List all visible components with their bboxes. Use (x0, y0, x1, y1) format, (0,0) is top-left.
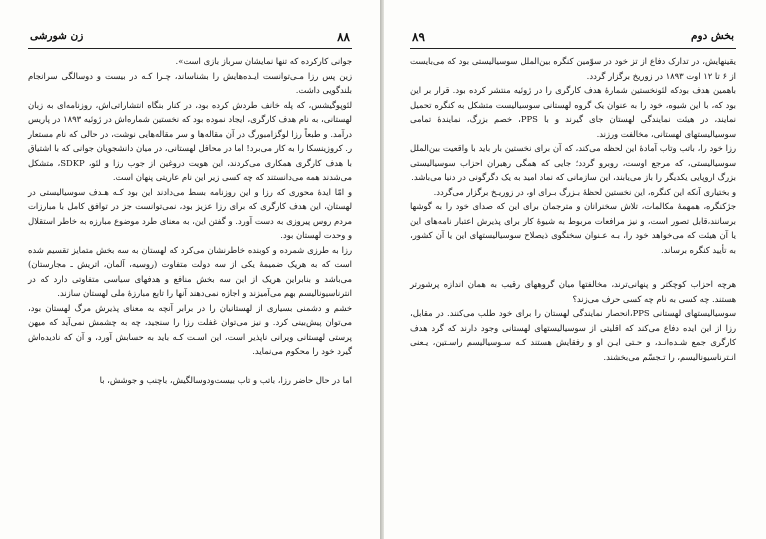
right-paragraph-6: هرچه احزاب کوچکتر و پنهانی‌ترند، مخالفتها میان گروههای رقیب به همان اندازه پرشورتر هستند. چه کسی به نام چه کسی حرف می‌زند؟ (410, 279, 736, 304)
left-page-header (28, 30, 352, 49)
right-paragraph-4: و بختیاری آنکه این کنگره، این نخستین لحظهٔ بـزرگ بـرای او، در زوریـخ برگزار می‌گردد. (433, 186, 736, 197)
right-paragraph-1: یقینهایش، در تدارک دفاع از تز خود در سوّمین کنگره بین‌الملل سوسیالیستی بود که می‌بایست از ۶ تا ۱۲ اوت ۱۸۹۳ در زوریخ برگزار گردد. (410, 56, 736, 81)
right-running-title: بخش دوم (691, 30, 734, 42)
left-paragraph-2: زین پس رزا مـی‌توانست ایـده‌هایش را بشناساند، چـرا کـه در بیست و دوسالگی سرانجام بلندگویی داشت. (28, 70, 352, 95)
left-paragraph-6: خشم و دشمنی بسیاری از لهستانیان را در برابر آنچه به معنای پذیرش مرگ لهستان بود، می‌توان پیش‌بینی کرد. و نیز می‌توان غفلت رزا را سنجید، چه به چشمش نمی‌آید که میهن پرستی لهستانی ویرانی ناپذیر است، این اسـت کـه باید به حسابش آورد، و آن که نادیده‌اش گیرد خود را محکوم می‌نماید. (28, 302, 352, 356)
left-paragraph-4: و امّا ایدهٔ محوری که رزا و این روزنامه بسط می‌دادند این بود کـه هـدف سوسیالیستی در لهستان، این هدف کارگری که برای رزا عزیز بود، نمی‌توانست جز در توافق کامل با مبارزات مردم روس پیروزی به دست آورد. و گفتن این، به معنای طرد موضوع مبارزه به خاطر استقلال و وحدت لهستان بود. (28, 186, 352, 240)
right-paragraph-3: رزا خود را، باتب وتاب آمادهٔ این لحظه می‌کند، که آن برای نخستین بار باید با واقعیت بین‌الملل سوسیالیستی، که مرجع اوست، روبرو گردد؛ جایی که همگی رهبران احزاب سوسیالیستی بزرگ اروپایی یکدیگر را باز می‌یابند، این سازمانی که نماد امید به یک دگرگونی در دنیا می‌باشد. (410, 143, 736, 182)
left-page (0, 0, 381, 539)
right-page-number: ۸۹ (412, 30, 425, 44)
left-running-title: زن شورشی (30, 30, 84, 42)
left-page-body (28, 54, 352, 387)
left-page-number: ۸۸ (337, 30, 350, 44)
right-page (384, 0, 766, 539)
right-page-body (410, 54, 736, 364)
right-paragraph-2: باهمین هدف بودکه لئونخستین شمارهٔ هدف کارگری را در ژوئیه منتشر کرده بود. قرار بر این بود که، با این شیوه، خود را به عنوان یک گروه لهستانی سوسیالیست متشکل به کنگره تحمیل نمایند، در هیئت نمایندگی لهستان جای گیرند و با PPS، خصم بزرگ، نمایندهٔ تمامی سوسیالیستهای لهستانی، مخالفت ورزند. (410, 85, 737, 139)
left-paragraph-3: لئوپوگیشس، که پله خانف طردش کرده بود، در کنار بنگاه انتشاراتی‌اش، روزنامه‌ای به زبان لهستانی، به نام هدف کارگری، ایجاد نموده بود که نخستین شماره‌اش در ژوئیه ۱۸۹۳ در پاریس درآمد. و طبعاً رزا لوگزامبورگ در آن مقاله‌ها و سر مقاله‌هایی نوشت، در حالی که نام مستعار ر. کروزینسکا را به کار می‌برد! اما در محافل لهستانی، در میان دانشجویان جوانی که با اشتیاق با هدف کارگری همکاری می‌کردند، این هویت دروغین از جوب رزا و لئو، SDKP، متشکل می‌شدند همه می‌دانستند که چه کسی زیر این نام عاریتی پنهان است. (28, 99, 352, 182)
left-paragraph-1: جوانی کارکرده که تنها نمایشان سرباز بازی است». (175, 56, 352, 66)
left-paragraph-7: اما در حال حاضر رزا، باتب و تاب بیست‌ودوسالگیش، باچنب و جوشش، با (99, 374, 352, 385)
right-page-header (410, 30, 736, 49)
left-paragraph-5: رزا به طرزی شمرده و کوبنده خاطرنشان می‌کرد که لهستان به سه بخش متمایز تقسیم شده است که به هریک ضمیمهٔ یکی از سه دولت متفاوت (روسیه، آلمان، اتریش ـ مجارستان) می‌باشد و بنابراین هریک از این سه بخش منافع و هدفهای سیاسی متفاوتی دارد که در انترناسیونالیسم بهم می‌آمیزند و اجازه نمی‌دهند آنها را تابع مبارزهٔ ملی لهستان سازند. (28, 244, 352, 298)
right-paragraph-7: سوسیالیستهای لهستانی PPS،انحصار نمایندگی لهستان را برای خود طلب می‌کنند. در مقابل، رزا از این ایده دفاع می‌کند که اقلیتی از سوسیالیستهای لهستانی وجود دارند که گرد هدف کارگری جمع شـده‌انـد، و حـتی ایـن او و رفقایش هستند کـه سـوسیالیسم راسـتین، یـعنی انـترناسیونالیسم، را تـجسّم می‌بخشند. (410, 308, 736, 362)
right-paragraph-5: جژکنگره، همهمهٔ مکالمات، تلاش سخنرانان و مترجمان برای این که صدای خود را به گوشها برسانند،قابل تصور است، و نیز مرافعات مربوط به شیوهٔ کار برای پذیرش اعتبار نامه‌های این یا آن هیئت که می‌خواهد خود را، بـه عـنوان سخنگوی ذیصلاح سوسیالیستهای این یا آن کشور، به تأیید کنگره برساند. (410, 201, 736, 255)
